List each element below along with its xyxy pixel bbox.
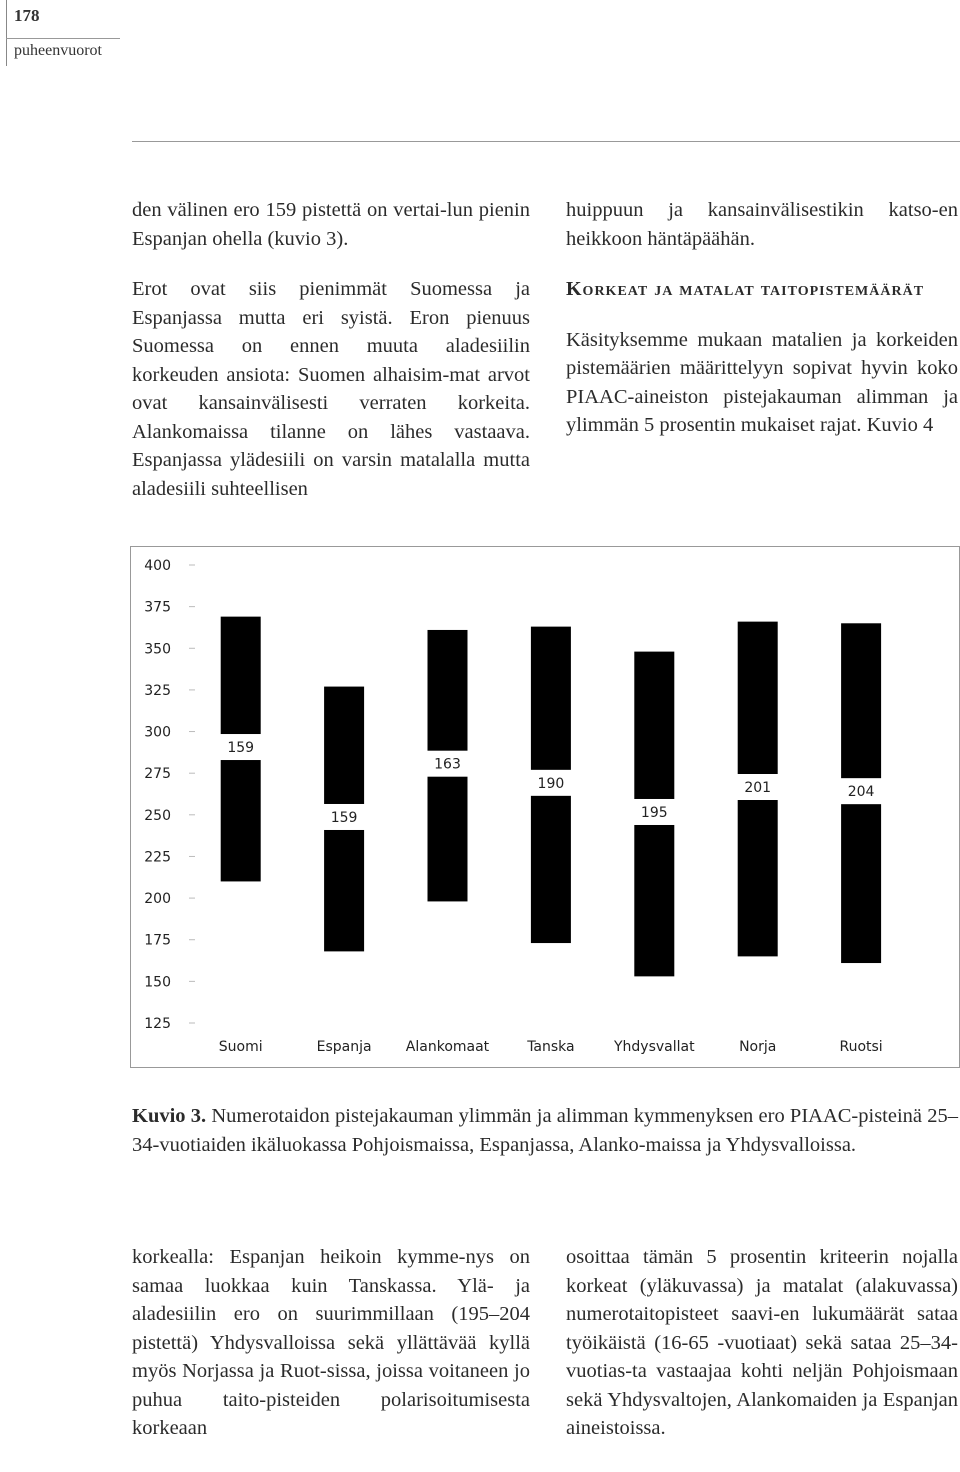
paragraph: Erot ovat siis pienimmät Suomessa ja Espanjassa mutta eri syistä. Eron pienuus Suomessa on ennen muuta aladesiilin korkeuden ansiota: Suomen alhaisim-mat arvot ovat kansainvälisesti verraten korkeita. Alankomaissa tilanne on lähes vastaava. Espanjassa ylädesiili on varsin matalalla mutta aladesiili suhteellisen <box>132 278 530 500</box>
paragraph: Käsityksemme mukaan matalien ja korkeiden pistemäärien määrittelyyn sopivat hyvin koko PIAAC-aineiston pistejakauman alimman ja ylimmän 5 prosentin mukaiset rajat. Kuvio 4 <box>566 328 958 436</box>
y-tick-label: 400 <box>144 558 171 574</box>
range-label: 159 <box>227 740 255 757</box>
x-category-label: Alankomaat <box>405 1039 490 1055</box>
text-column-top-left <box>132 196 530 503</box>
x-category-label: Ruotsi <box>839 1039 883 1055</box>
range-label: 201 <box>744 780 772 797</box>
x-category-label: Suomi <box>218 1039 263 1055</box>
caption-text: Numerotaidon pistejakauman ylimmän ja alimman kymmenyksen ero PIAAC-pisteinä 25–34-vuotiaiden ikäluokassa Pohjoismaissa, Espanjassa, Alanko-maissa ja Yhdysvalloissa. <box>132 1105 958 1156</box>
text-column-bottom-left <box>132 1243 530 1443</box>
figure-caption <box>132 1102 958 1159</box>
y-tick-label: 300 <box>144 724 171 741</box>
top-rule <box>132 141 960 142</box>
section-label: puheenvuorot <box>14 42 102 59</box>
y-tick-label: 225 <box>144 849 171 866</box>
text-column-bottom-right <box>566 1243 958 1443</box>
header-rule-horizontal <box>6 38 120 39</box>
x-category-label: Tanska <box>527 1039 575 1055</box>
y-tick-label: 375 <box>144 599 171 616</box>
x-category-label: Yhdysvallat <box>613 1039 695 1055</box>
page-number: 178 <box>14 6 40 25</box>
paragraph: den välinen ero 159 pistettä on vertai-lun pienin Espanjan ohella (kuvio 3). <box>132 199 530 250</box>
y-tick-label: 250 <box>144 807 171 824</box>
range-label: 204 <box>847 784 875 801</box>
y-tick-label: 275 <box>144 766 171 783</box>
y-tick-label: 325 <box>144 682 171 699</box>
caption-label: Kuvio 3. <box>132 1105 207 1127</box>
range-label: 195 <box>640 804 668 821</box>
paragraph: korkealla: Espanjan heikoin kymme-nys on samaa luokkaa kuin Tanskassa. Ylä- ja aladesiilin ero on suurimmillaan (195–204 pistettä) Yhdysvalloissa sekä yllättävää kyllä myös Norjassa ja Ruot-sissa, joissa voitaneen jo puhua taito-pisteiden polarisoitumisesta korkeaan <box>132 1246 530 1439</box>
section-heading: Korkeat ja matalat taitopistemäärät <box>566 278 925 300</box>
range-label: 190 <box>537 775 565 792</box>
chart-svg <box>131 547 959 1067</box>
range-label: 163 <box>434 756 461 773</box>
y-tick-label: 200 <box>144 891 171 908</box>
y-tick-label: 175 <box>144 932 171 949</box>
header-rule-vertical <box>6 0 7 66</box>
range-label: 159 <box>330 809 358 826</box>
chart <box>130 546 960 1068</box>
text-column-top-right <box>566 196 958 440</box>
paragraph: osoittaa tämän 5 prosentin kriteerin nojalla korkeat (yläkuvassa) ja matalat (alakuvassa) numerotaitopisteet saavi-en lukumäärät sataa työikäistä (16-65 -vuotiaat) sekä sataa 25–34-vuotias-ta vastaajaa kohti neljän Pohjoismaan sekä Yhdysvaltojen, Alankomaiden ja Espanjan aineistoissa. <box>566 1246 958 1439</box>
y-tick-label: 350 <box>144 641 171 658</box>
paragraph: huippuun ja kansainvälisestikin katso-en heikkoon häntäpäähän. <box>566 199 958 250</box>
x-category-label: Espanja <box>316 1039 372 1055</box>
x-category-label: Norja <box>739 1039 777 1055</box>
y-tick-label: 150 <box>144 974 171 991</box>
y-tick-label: 125 <box>144 1016 171 1032</box>
